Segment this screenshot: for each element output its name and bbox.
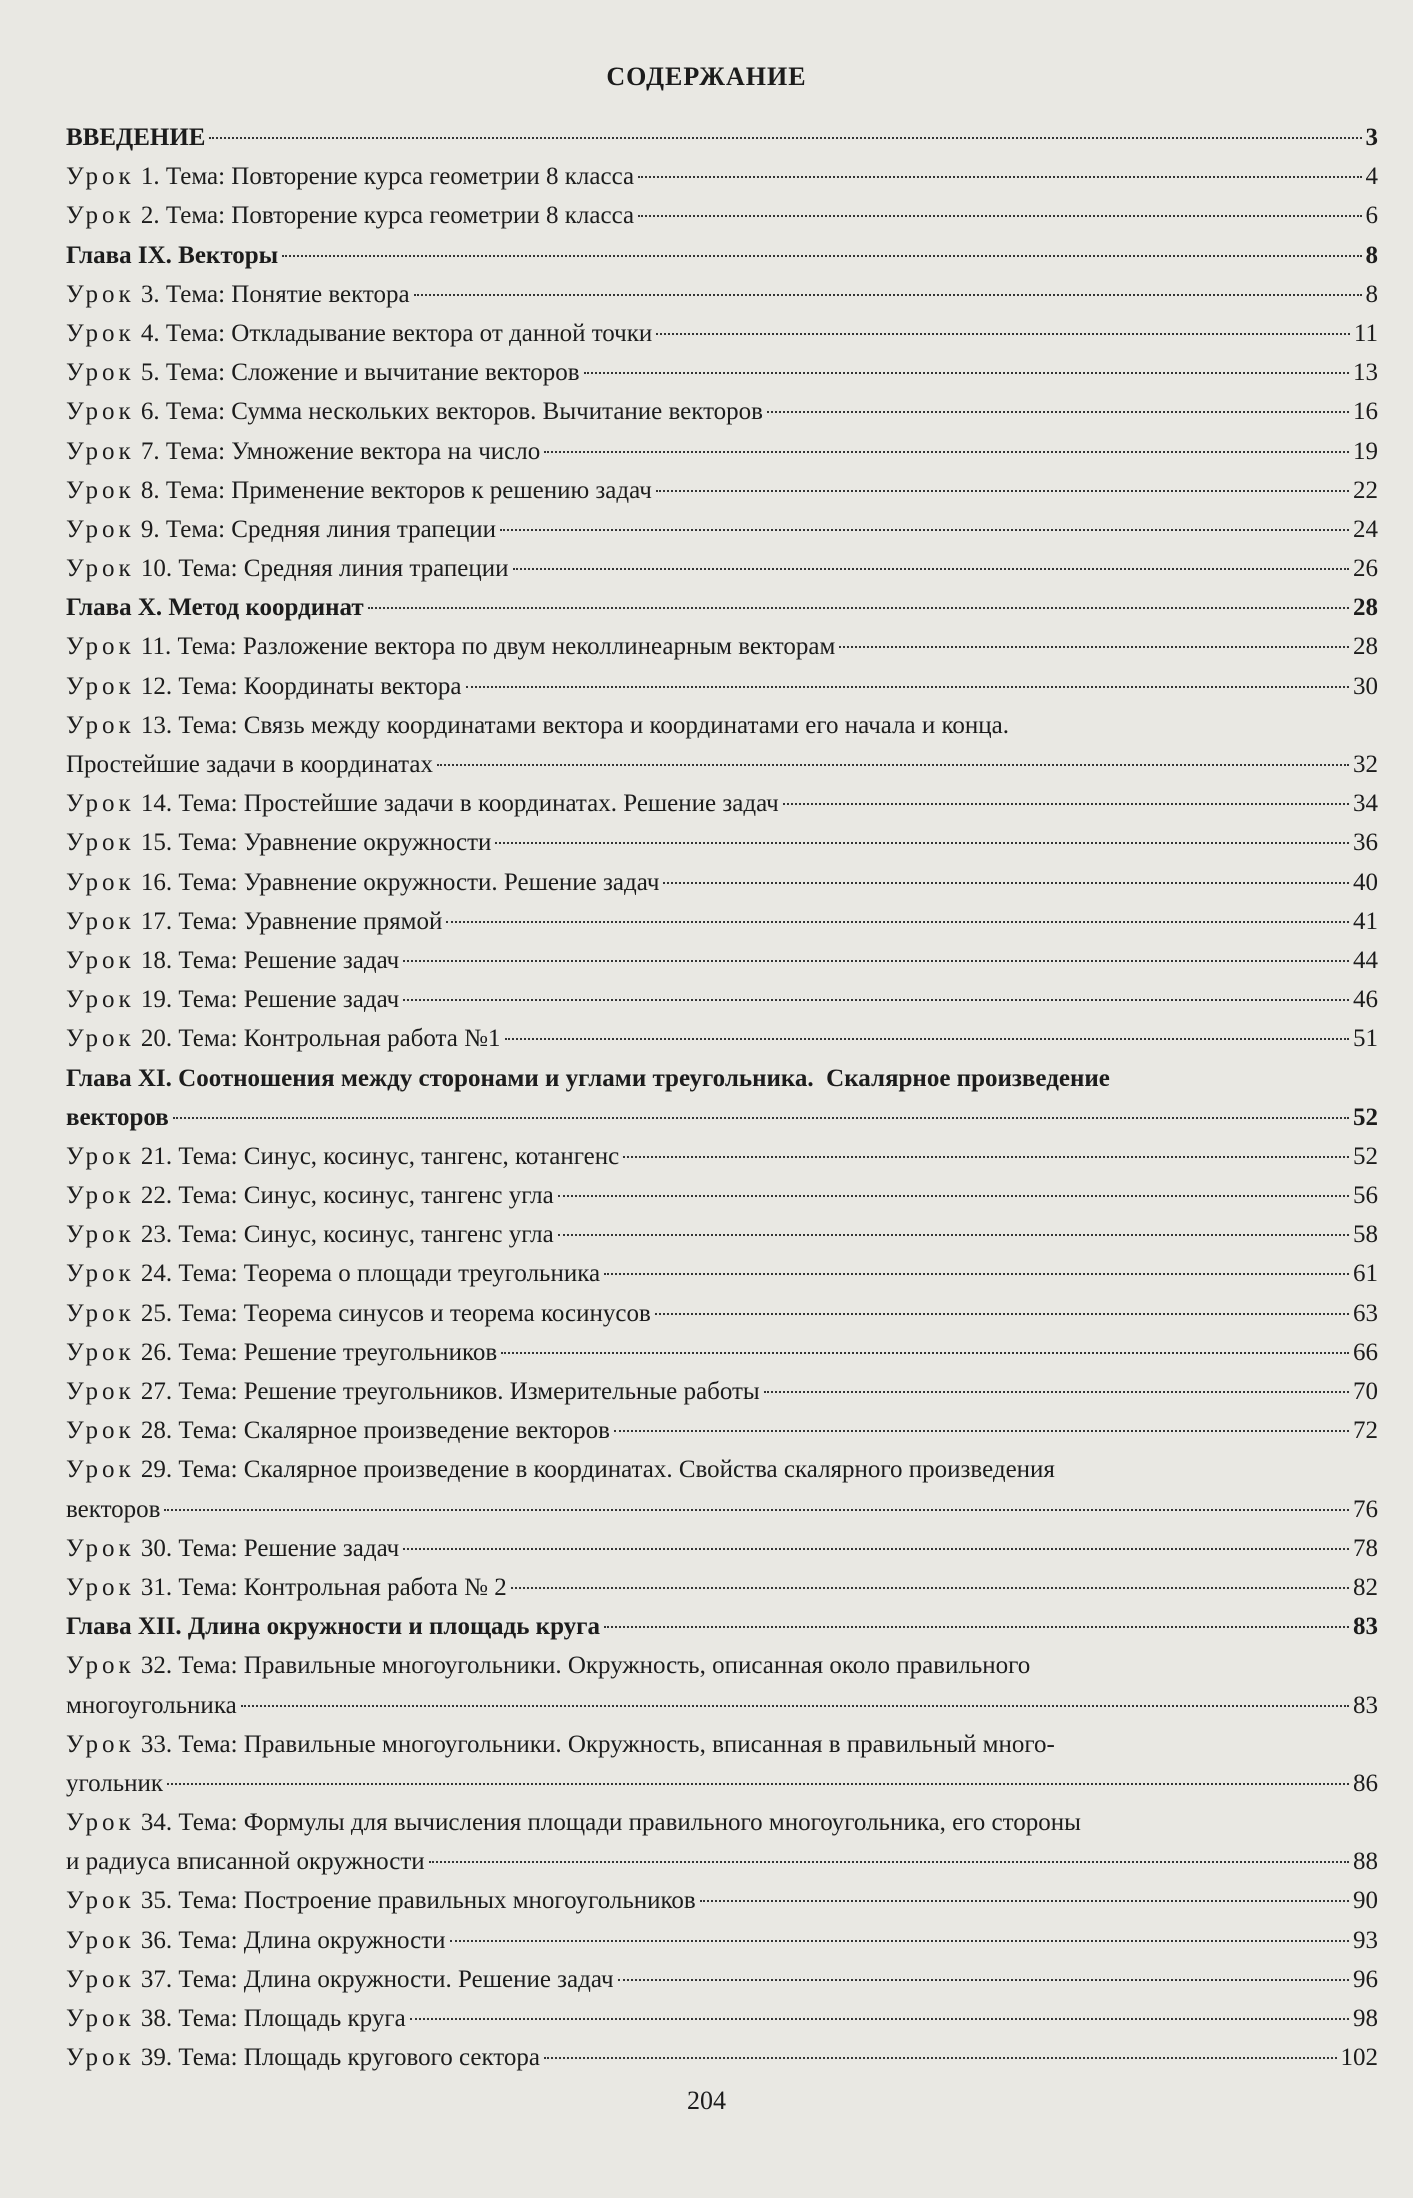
entry-title: 5. Тема: Сложение и вычитание векторов [140, 359, 580, 387]
entry-page-number: 44 [1353, 946, 1378, 974]
entry-title: 36. Тема: Длина окружности [140, 1926, 446, 1954]
page-number: 204 [687, 2086, 726, 2115]
dot-leader [604, 1626, 1349, 1628]
entry-title: 11. Тема: Разложение вектора по двум неколлинеарным векторам [140, 633, 836, 661]
entry-title: 6. Тема: Сумма нескольких векторов. Вычитание векторов [140, 398, 763, 426]
toc-lesson-entry [66, 196, 1378, 235]
entry-page-number: 28 [1353, 594, 1378, 622]
toc-lesson-entry [66, 627, 1378, 666]
lesson-prefix: Урок [66, 829, 135, 857]
lesson-prefix: Урок [66, 2005, 135, 2032]
entry-title: 28. Тема: Скалярное произведение векторов [140, 1417, 610, 1445]
toc-lesson-entry [66, 1842, 1378, 1881]
entry-page-number: 11 [1353, 319, 1378, 347]
entry-page-number: 52 [1353, 1142, 1378, 1170]
lesson-prefix: Урок [66, 359, 135, 387]
toc-lesson-entry [66, 1529, 1378, 1568]
entry-title: многоугольника [66, 1691, 237, 1719]
lesson-prefix: Урок [66, 1299, 135, 1327]
dot-leader [584, 372, 1349, 374]
lesson-prefix: Урок [66, 672, 135, 700]
toc-lesson-entry [66, 392, 1378, 431]
toc-lesson-entry [66, 823, 1378, 862]
dot-leader [614, 1430, 1349, 1432]
entry-title: 20. Тема: Контрольная работа №1 [140, 1025, 501, 1053]
dot-leader [173, 1117, 1349, 1119]
dot-leader [368, 607, 1349, 609]
entry-title: векторов [66, 1103, 169, 1131]
entry-title: 25. Тема: Теорема синусов и теорема косинусов [140, 1299, 651, 1327]
entry-page-number: 16 [1353, 398, 1378, 426]
entry-title: 3. Тема: Понятие вектора [140, 280, 410, 308]
toc-lesson-entry [66, 1372, 1378, 1411]
entry-page-number: 56 [1353, 1182, 1378, 1210]
lesson-prefix: Урок [66, 1182, 135, 1210]
toc-lesson-entry [66, 1450, 1378, 1489]
entry-page-number: 3 [1365, 124, 1378, 151]
entry-page-number: 8 [1365, 241, 1378, 269]
lesson-prefix: Урок [66, 555, 135, 583]
toc-lesson-entry [66, 510, 1378, 549]
entry-title: Глава XII. Длина окружности и площадь круга [66, 1613, 601, 1641]
dot-leader [410, 2018, 1349, 2020]
entry-page-number: 51 [1353, 1025, 1378, 1053]
dot-leader [558, 1195, 1349, 1197]
entry-page-number: 22 [1353, 476, 1378, 504]
entry-title: угольник [66, 1769, 164, 1797]
entry-title: 18. Тема: Решение задач [140, 946, 400, 974]
entry-title: 4. Тема: Откладывание вектора от данной точки [140, 319, 653, 347]
page-title: СОДЕРЖАНИЕ [606, 62, 807, 91]
dot-leader [501, 1352, 1349, 1354]
lesson-prefix: Урок [66, 633, 135, 661]
toc-lesson-entry [66, 667, 1378, 706]
entry-title: 14. Тема: Простейшие задачи в координатах. Решение задач [140, 790, 779, 818]
lesson-prefix: Урок [66, 1417, 135, 1445]
entry-page-number: 32 [1353, 751, 1378, 778]
entry-page-number: 36 [1353, 829, 1378, 857]
lesson-prefix: Урок [66, 986, 135, 1014]
dot-leader [544, 451, 1349, 453]
table-of-contents [66, 118, 1378, 2077]
entry-title: Глава X. Метод координат [66, 594, 364, 622]
lesson-prefix: Урок [66, 1652, 135, 1680]
entry-title: Глава XI. Соотношения между сторонами и углами треугольника. Скалярное произведение [66, 1064, 1110, 1092]
entry-title: 22. Тема: Синус, косинус, тангенс угла [140, 1182, 554, 1210]
lesson-prefix: Урок [66, 1338, 135, 1366]
entry-title: 33. Тема: Правильные многоугольники. Окружность, вписанная в правильный много- [140, 1730, 1055, 1758]
dot-leader [618, 1979, 1349, 1981]
toc-lesson-entry [66, 1725, 1378, 1764]
lesson-prefix: Урок [66, 2044, 135, 2072]
dot-leader [623, 1156, 1349, 1158]
entry-page-number: 72 [1353, 1417, 1378, 1445]
toc-lesson-entry [66, 1176, 1378, 1215]
toc-lesson-entry [66, 353, 1378, 392]
dot-leader [209, 137, 1361, 139]
entry-title: 38. Тема: Площадь круга [140, 2005, 406, 2032]
toc-lesson-entry [66, 1490, 1378, 1529]
toc-lesson-entry [66, 432, 1378, 471]
entry-page-number: 52 [1353, 1103, 1378, 1131]
toc-chapter-entry [66, 1607, 1378, 1646]
lesson-prefix: Урок [66, 319, 135, 347]
toc-lesson-entry [66, 549, 1378, 588]
dot-leader [241, 1705, 1349, 1707]
toc-lesson-entry [66, 1254, 1378, 1293]
dot-leader [656, 490, 1349, 492]
toc-lesson-entry [66, 980, 1378, 1019]
dot-leader [544, 2057, 1337, 2059]
dot-leader [466, 686, 1349, 688]
lesson-prefix: Урок [66, 1926, 135, 1954]
dot-leader [767, 411, 1349, 413]
lesson-prefix: Урок [66, 1534, 135, 1562]
lesson-prefix: Урок [66, 515, 135, 543]
lesson-prefix: Урок [66, 1221, 135, 1249]
dot-leader [604, 1273, 1349, 1275]
entry-title: 16. Тема: Уравнение окружности. Решение задач [140, 868, 660, 896]
dot-leader [764, 1391, 1349, 1393]
entry-page-number: 102 [1340, 2044, 1378, 2072]
entry-page-number: 63 [1353, 1299, 1378, 1327]
entry-title: 32. Тема: Правильные многоугольники. Окружность, описанная около правильного [140, 1652, 1031, 1680]
toc-lesson-entry [66, 1960, 1378, 1999]
toc-lesson-entry [66, 314, 1378, 353]
dot-leader [656, 333, 1350, 335]
toc-lesson-entry [66, 745, 1378, 784]
toc-lesson-entry [66, 157, 1378, 196]
toc-lesson-entry [66, 1999, 1378, 2038]
lesson-prefix: Урок [66, 437, 135, 465]
lesson-prefix: Урок [66, 398, 135, 426]
toc-lesson-entry [66, 1333, 1378, 1372]
lesson-prefix: Урок [66, 946, 135, 974]
entry-title: 19. Тема: Решение задач [140, 986, 400, 1014]
entry-title: 13. Тема: Связь между координатами вектора и координатами его начала и конца. [140, 711, 1010, 739]
toc-lesson-entry [66, 706, 1378, 745]
entry-page-number: 93 [1353, 1926, 1378, 1954]
dot-leader [513, 568, 1349, 570]
entry-title: 12. Тема: Координаты вектора [140, 672, 462, 700]
entry-page-number: 98 [1353, 2005, 1378, 2032]
lesson-prefix: Урок [66, 868, 135, 896]
entry-title: 23. Тема: Синус, косинус, тангенс угла [140, 1221, 554, 1249]
entry-title: 27. Тема: Решение треугольников. Измерительные работы [140, 1378, 760, 1405]
dot-leader [558, 1234, 1349, 1236]
entry-page-number: 90 [1353, 1887, 1378, 1915]
lesson-prefix: Урок [66, 163, 135, 191]
toc-lesson-entry [66, 1764, 1378, 1803]
dot-leader [505, 1038, 1350, 1040]
dot-leader [638, 215, 1361, 217]
entry-title: Простейшие задачи в координатах [66, 751, 433, 778]
dot-leader [167, 1783, 1349, 1785]
entry-title: 7. Тема: Умножение вектора на число [140, 437, 541, 465]
entry-page-number: 96 [1353, 1965, 1378, 1993]
entry-page-number: 58 [1353, 1221, 1378, 1249]
lesson-prefix: Урок [66, 1142, 135, 1170]
entry-page-number: 70 [1353, 1378, 1378, 1405]
dot-leader [638, 176, 1361, 178]
lesson-prefix: Урок [66, 280, 135, 308]
dot-leader [403, 1548, 1349, 1550]
entry-title: векторов [66, 1495, 161, 1523]
entry-page-number: 86 [1353, 1769, 1378, 1797]
toc-chapter-entry [66, 1098, 1378, 1137]
lesson-prefix: Урок [66, 202, 135, 230]
lesson-prefix: Урок [66, 1378, 135, 1405]
dot-leader [839, 646, 1349, 648]
entry-page-number: 82 [1353, 1573, 1378, 1601]
lesson-prefix: Урок [66, 1965, 135, 1993]
lesson-prefix: Урок [66, 1573, 135, 1601]
entry-title: ВВЕДЕНИЕ [66, 124, 206, 151]
entry-page-number: 13 [1353, 359, 1378, 387]
toc-lesson-entry [66, 2038, 1378, 2077]
entry-page-number: 66 [1353, 1338, 1378, 1366]
toc-lesson-entry [66, 902, 1378, 941]
toc-lesson-entry [66, 941, 1378, 980]
entry-page-number: 26 [1353, 555, 1378, 583]
entry-title: 10. Тема: Средняя линия трапеции [140, 555, 509, 583]
toc-lesson-entry [66, 1294, 1378, 1333]
lesson-prefix: Урок [66, 711, 135, 739]
dot-leader [437, 764, 1349, 766]
lesson-prefix: Урок [66, 1260, 135, 1288]
toc-lesson-entry [66, 275, 1378, 314]
dot-leader [500, 529, 1349, 531]
dot-leader [495, 842, 1349, 844]
toc-lesson-entry [66, 1646, 1378, 1685]
entry-title: 9. Тема: Средняя линия трапеции [140, 515, 497, 543]
entry-title: 35. Тема: Построение правильных многоугольников [140, 1887, 696, 1915]
entry-page-number: 46 [1353, 986, 1378, 1014]
entry-page-number: 4 [1365, 163, 1378, 191]
dot-leader [783, 803, 1349, 805]
toc-lesson-entry [66, 863, 1378, 902]
lesson-prefix: Урок [66, 1730, 135, 1758]
lesson-prefix: Урок [66, 1809, 135, 1837]
entry-title: 34. Тема: Формулы для вычисления площади правильного многоугольника, его стороны [140, 1809, 1081, 1837]
toc-lesson-entry [66, 1137, 1378, 1176]
entry-title: 2. Тема: Повторение курса геометрии 8 класса [140, 202, 635, 230]
entry-title: 8. Тема: Применение векторов к решению задач [140, 476, 652, 504]
lesson-prefix: Урок [66, 476, 135, 504]
entry-page-number: 76 [1353, 1495, 1378, 1523]
entry-title: 15. Тема: Уравнение окружности [140, 829, 492, 857]
entry-page-number: 88 [1353, 1848, 1378, 1876]
entry-title: Глава IX. Векторы [66, 241, 279, 269]
dot-leader [450, 1940, 1349, 1942]
lesson-prefix: Урок [66, 1456, 135, 1484]
entry-page-number: 24 [1353, 515, 1378, 543]
toc-chapter-entry [66, 118, 1378, 157]
toc-chapter-entry [66, 1059, 1378, 1098]
dot-leader [282, 255, 1361, 257]
entry-title: 31. Тема: Контрольная работа № 2 [140, 1573, 507, 1601]
dot-leader [700, 1900, 1349, 1902]
entry-title: 26. Тема: Решение треугольников [140, 1338, 498, 1366]
entry-title: 29. Тема: Скалярное произведение в координатах. Свойства скалярного произведения [140, 1456, 1055, 1484]
dot-leader [414, 294, 1362, 296]
toc-lesson-entry [66, 1411, 1378, 1450]
toc-lesson-entry [66, 1881, 1378, 1920]
toc-lesson-entry [66, 784, 1378, 823]
toc-lesson-entry [66, 1803, 1378, 1842]
toc-chapter-entry [66, 588, 1378, 627]
dot-leader [446, 921, 1349, 923]
entry-page-number: 61 [1353, 1260, 1378, 1288]
toc-lesson-entry [66, 1568, 1378, 1607]
entry-page-number: 78 [1353, 1534, 1378, 1562]
entry-page-number: 30 [1353, 672, 1378, 700]
entry-page-number: 8 [1365, 280, 1378, 308]
entry-page-number: 6 [1365, 202, 1378, 230]
entry-title: 30. Тема: Решение задач [140, 1534, 400, 1562]
dot-leader [429, 1861, 1349, 1863]
dot-leader [403, 960, 1349, 962]
entry-title: и радиуса вписанной окружности [66, 1848, 425, 1876]
dot-leader [403, 999, 1349, 1001]
dot-leader [164, 1509, 1349, 1511]
entry-page-number: 41 [1353, 907, 1378, 935]
entry-page-number: 40 [1353, 868, 1378, 896]
entry-title: 1. Тема: Повторение курса геометрии 8 класса [140, 163, 635, 191]
toc-lesson-entry [66, 471, 1378, 510]
lesson-prefix: Урок [66, 790, 135, 818]
entry-title: 37. Тема: Длина окружности. Решение задач [140, 1965, 614, 1993]
lesson-prefix: Урок [66, 907, 135, 935]
entry-page-number: 28 [1353, 633, 1378, 661]
dot-leader [663, 882, 1349, 884]
entry-title: 39. Тема: Площадь кругового сектора [140, 2044, 540, 2072]
entry-page-number: 83 [1353, 1691, 1378, 1719]
entry-title: 17. Тема: Уравнение прямой [140, 907, 443, 935]
toc-lesson-entry [66, 1921, 1378, 1960]
entry-page-number: 19 [1353, 437, 1378, 465]
toc-chapter-entry [66, 236, 1378, 275]
lesson-prefix: Урок [66, 1887, 135, 1915]
lesson-prefix: Урок [66, 1025, 135, 1053]
entry-page-number: 34 [1353, 790, 1378, 818]
entry-page-number: 83 [1353, 1613, 1378, 1641]
entry-title: 24. Тема: Теорема о площади треугольника [140, 1260, 601, 1288]
entry-title: 21. Тема: Синус, косинус, тангенс, котангенс [140, 1142, 620, 1170]
toc-lesson-entry [66, 1019, 1378, 1058]
toc-lesson-entry [66, 1686, 1378, 1725]
dot-leader [655, 1313, 1349, 1315]
toc-lesson-entry [66, 1215, 1378, 1254]
dot-leader [511, 1587, 1349, 1589]
